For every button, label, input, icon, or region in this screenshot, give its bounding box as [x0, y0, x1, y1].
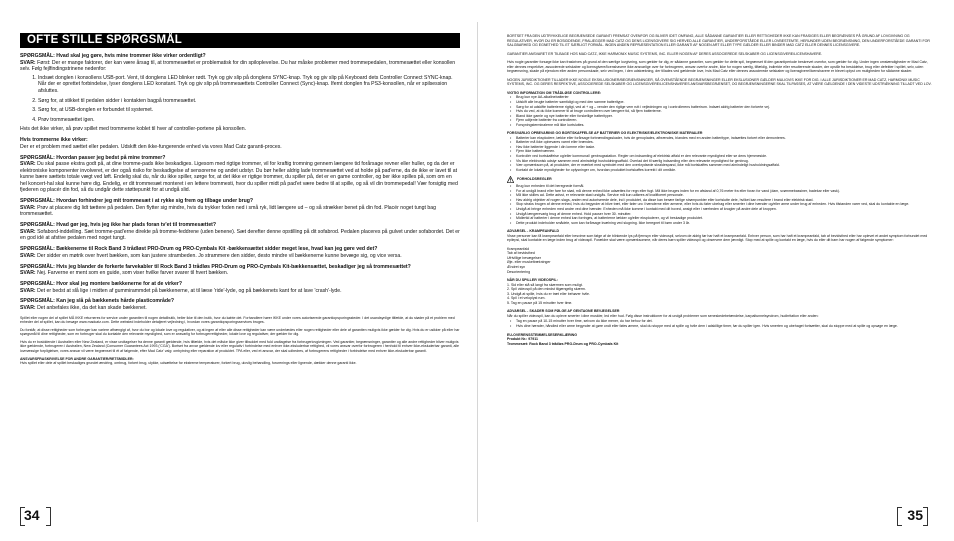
faq-item — [20, 298, 460, 311]
step-item: 2. Sørg for, at stikket til pedalen sidder i kontakten bagpå trommesættet. — [38, 98, 460, 105]
symptom-item: Ændret syn — [507, 264, 526, 269]
fineprint-heading: ANSVARSFRASKRIVELSE FOR ANDRE GARANTIER/RETSMIDLER: — [20, 356, 134, 361]
precautions-list — [507, 184, 933, 225]
list-item: • Undgå at bringe enheden med andre ved dine hænder. Enheden må ikke komme i kontakt med dit hoved, ansigt eller i nærheden af knogler på andre dele af kroppen. — [516, 207, 933, 212]
section-title: ADVARSEL - SKADER SOM FØLGE AF GENTAGNE BEVÆGELSER — [507, 309, 620, 314]
symptom-item: Ufrivillige bevægelser — [507, 255, 541, 260]
faq-answer-label: SVAR: — [20, 287, 36, 294]
list-item: • Hvis dine hænder, håndled eller arme begynder at gøre ondt eller føles ømme, skal du stoppe med at spille og hvile dem i adskillige timer, før du spiller igen. Hvis smerten og ubehaget fortsætter, skal du stoppe med at spille og opsøge en læge. — [516, 324, 933, 329]
list-item: • Brug kun nye AA-alkalinebatterier — [516, 95, 933, 100]
page-number-left: 34 — [24, 507, 40, 523]
faq-answer: Sofabord-inddelling. Sæt tromme-pad'erne direkte på tromme-feddrene (uden benene). Sæt derefter denne opstilling på dit sofabrod. Pedalen placeres på gulvet under sofabordet. Det er en god idé at afstive pedalen med noget tungt. — [20, 228, 460, 242]
list-item: • Undgå længerevarig brug af denne enhed. Hold pauser hver 30. minutter. — [516, 212, 933, 217]
warranty-column — [507, 34, 933, 346]
list-item: • Vær opmærksom på, at produkter, der er mærket med symbolet med den overkrydsede skraldespand, ikke må bortskaffes sammen med almindeligt husholdningsaffald. — [516, 163, 933, 168]
page-title: OFTE STILLE SPØRGSMÅL — [20, 33, 460, 48]
declaration-lines — [507, 337, 933, 346]
tip-item: 4. Spil i et veloplyst rum. — [507, 296, 546, 301]
faq-question: SPØRGSMÅL: Hvis jeg blander de forkerte farvekabler til Rock Band 3 trådløs PRO-Drum og PRO-Cymbals Kit-bækkensættet, beskadiger jeg så trommesættet? — [20, 263, 411, 270]
faq-answer: Først: Der er mange faktorer, der kan være årsag til, at trommesættet er problematisk for din spilopleveIse. Du har måske problemer med trommepedalen, trommesættet eller konsollen selv. Følg fejlfindingstrinene nedenfor: — [20, 59, 456, 73]
section-title: FORHOLDSREGLER — [517, 177, 552, 182]
faq-answer: Det er bedst at slå lige i midten af gummirammdet på bækkenerne, at til læse 'ride'-lyde, og på bækkenets kant for at lave 'crash'-lyde. — [37, 287, 342, 294]
declaration-line: Produkt Nr.: 97911 — [507, 337, 538, 342]
list-item: • Vis ikke elektronisk udstyr sammen med almindeligt husholdningsaffald. Overlad det til særlig indsamling eller den relevante myndighed for genbrug. — [516, 159, 933, 164]
faq-answer-label: SVAR: — [20, 304, 36, 311]
list-item: • Kontrollér ved bortskaffelse og/eller kommunal/ genbrugsstation. Regler om indsamling af elektrisk affald er den relevante myndighed eller se dens hjemmeside. — [516, 154, 933, 159]
disposal-list — [507, 136, 933, 172]
faq-answer-label: SVAR: — [20, 252, 36, 259]
list-item: • For at undgå brand eller fare for stød, må denne enhed ikke udsættes for regn eller fugt. Må ikke bruges inden for en afstand af 0,76 meter fra eller foran for vand (dam, svømmebassiner, badekar eller vask). — [516, 189, 933, 194]
playing-tips-list — [507, 283, 933, 306]
faq-item — [20, 222, 460, 242]
faq-answer-label: SVAR: — [20, 270, 36, 277]
faq-item — [20, 281, 460, 294]
page-number-bracket — [923, 507, 928, 526]
faq-item — [20, 246, 460, 259]
section-title: ADVARSEL - KRAMPEANFALD — [507, 229, 560, 234]
faq-question: SPØRGSMÅL: Hvad gør jeg, hvis jeg ikke har plads foran tv'et til trommesættet? — [20, 222, 217, 229]
faq-answer: Det anbefales ikke, da det kan skade bækkenet. — [37, 304, 147, 311]
list-item: • Bland ikke gamle og nye batterier eller forskellige batterityper. — [516, 114, 933, 119]
faq-question: SPØRGSMÅL: Kan jeg slå på bækkenets hårde plasticområde? — [20, 298, 174, 305]
faq-answer: Du skal passe ekstra godt på, at dine tromme-pads ikke beskadiges. Ligesom med rigtige trommer, vil for kraftig tromning gennem længere tid forårsage revner eller huller, og da der er elektroniske komponenter involveret, er der også risiko for beskadigelse af sensorerne og andet udstyr. Du bør heller aldrig lade trommesættet ved at holde på pad'erne, da de ikke er lavet til at kunne bære sættets totale vægt ved løft. Endelig skal du, når du ikke spiller, sørge for, at det ikke er rigtige trommer, du spiller på, det er en game controller, og ber ikke spilles på, som om en hel koncert-hal skal kunne høre dig. Endelig, er dit trommesæt monteret i en lettere trommesti, hvor du spiller midt på pad'et være bedre til at spille, og så vil din trommepedal! Vær forsigtig med fjederen og placér din fod, så du undgår dette støttepunkt for at undgå slid. — [20, 161, 458, 194]
faq-answer-label: SVAR: — [20, 59, 36, 66]
faq-item — [20, 264, 460, 277]
list-item: • Tag en pause på 10-15 minutter hver time, selvom du ikke mener, du har behov for det. — [516, 319, 933, 324]
disclaimer-paragraph: GARANTIER ANSVARET ER TILBAGE HOS MAD CATZ, IKKE HARMONIX MUSIC SYSTEMS, INC. ELLER NOGEN AF DERES ASSOCIEREDE SELSKABER OG LICENSGIVERE/LICENSHAVERE. — [507, 51, 823, 56]
faq-item — [20, 53, 460, 133]
tip-item: 5. Tag en pause på 15 minutter hver time. — [507, 300, 573, 305]
faq-answer: Der sidder en møtrik over hvert bækken, som kan justere strambeden. Jo strammere den sidder, desto mindre vil bækkenerne kunne bevæge sig, og vice versa. — [37, 252, 402, 259]
faq-answer-label: SVAR: — [20, 204, 36, 211]
troubleshooting-steps — [20, 75, 460, 124]
list-item: • Udskift alle brugte batterier samtidigt og med den samme batteritype. — [516, 100, 933, 105]
faq-subheading: Hvis trommerne ikke virker: — [20, 137, 88, 144]
precautions-heading-row — [507, 176, 933, 183]
seizure-warning-text: Visse personer kan få krampeanfald eller besvime som følge af de blinkende lys på fjernsyn eller videospil, selvom de aldrig før har haft et krampeanfald. Enhver person, som har haft et krampeanfald, tab af bevidsthed eller har oplevet et andet symptom forbundet med epilepsi, skal kontakte en læge inden brug af videospil. Forældre skal være opmærksomme, når deres børn spiller videospil og observere dem jævnligt. Stop med at spille og kontakt en læge, hvis du eller dit barn har nogen af følgende symptomer: — [507, 233, 928, 243]
list-item: • Forsyningsterminalerne må ikke kortsluttes. — [516, 123, 933, 128]
symptom-item: Tab af bevidsthed — [507, 251, 535, 256]
faq-answer-label: SVAR: — [20, 228, 36, 235]
tip-item: 2. Spil videospil på den mindst tilgængelig skærm. — [507, 287, 586, 292]
faq-answer: Der er et problem med sættet eller pedalen. Udskift den ikke-fungerende enhed via vores Mad Catz garanti-proces. — [20, 143, 282, 150]
list-item: • Sørg for at udskifte batterierne rigtigt, ved at + og – vender den rigtige vem rutt i vejledningen og i controllerens batterirum. Indsæt aldrig batterier den forkerte vej. — [516, 105, 933, 110]
section-title: EU-OVERENSSTEMMELSESERKLÆRING — [507, 332, 577, 337]
tip-item: 3. Undgå at spille, hvis du er træt eller behøver hvile. — [507, 291, 590, 296]
symptom-item: Krampeanfald — [507, 246, 530, 251]
section-title: FORSVARLIG OPBEVARING OG BORTSKAFFELSE AF BATTERIER OG ELEKTRISKE/ELEKTRONISKE MATERIALER — [507, 131, 703, 136]
faq-item — [20, 155, 460, 195]
symptom-item: Øje- eller muskeltrækninger — [507, 260, 551, 265]
section-title: VIGTIG INFORMATION OM TRÅDLØSE CONTROLLERE: — [507, 90, 602, 95]
list-item: • Batterier må ikke opbevares varmt eller brændes. — [516, 140, 933, 145]
faq-question: SPØRGSMÅL: Hvad skal jeg gøre, hvis mine trommer ikke virker ordentligt? — [20, 53, 206, 59]
list-item: • Må ikke skilles ad. Dette ødvst, er relevante stød undgås. Service må kun udføres af kvalificeret personale. — [516, 193, 933, 198]
page-number-right: 35 — [907, 507, 923, 523]
faq-question: SPØRGSMÅL: Hvordan forhindrer jeg mit trommesæt i at rykke sig frem og tilbage under brug? — [20, 198, 254, 205]
list-item: • Dette produkt indeholder smådele, som kan forårsage kvælning ved slugning. Ikke beregnet til børn under 3 år. — [516, 221, 933, 226]
warranty-fineprint: Hvis du er bosiddende i Australien eller New Zealand, er visse undtagelser fra denne garanti gældende, hvis tilfælde, hvis det måske ikke giver tilbuddet med fuld undtagelse fra forbrugerlovgivningen. Ved garantier, begrænsninger, garantier og alle andre rettigheder bliver muligvis ikke gældende, forbrugeren i Australien, New Zealand (Consumer Guarantees Act 1993 ('CGA'). Bortset fra anvar gældende lov eller regulativ i forbindelse med enhver ikke-eksluderbar rettighed, vil vores ansvar overfor forbrugeren i henhold til enhver ikke-eksluderbar garanti, alle lovmæssige forpligtelser, vores ansvar vil være begrænset til ét af følgende, efter Mad Catz' valg: ombytning eller reparation af produktet. TPA eller, ved et ansvar, der skal udbedres, af forbrugerens rettigheder i forbindelse med enhver ikke-eksluderbar garanti. — [20, 339, 460, 353]
step-item: 3. Sørg for, at USB-donglen er forbundet til systemet. — [38, 107, 460, 114]
list-item: • Hav ikke batterier liggende i din lomme eller taske. — [516, 145, 933, 150]
symptom-item: Desorientering — [507, 269, 531, 274]
list-item: • Hvis du ved, at du ikke kommer til at bruge controlleren over længere tid, så fjern batterierne. — [516, 109, 933, 114]
declaration-line: Trommesæt: Rock Band 3 trådløs PRO-Drum og PRO-Cymbals Kit — [507, 341, 619, 346]
faq-note: Hvis det ikke virker, så prøv spillet med trommerne koblet til hver af controller-portene på konsollen. — [20, 126, 246, 133]
disclaimer-paragraph: Hvis nogle garantier forsøge ikke kan fraskrives på grund af den særlige lovgivning, som gælder for dig, er sådanne garantier, som gælder for dette spil, begrænset til den garantiperiode beskrevet ovenfor, som gælder for dig. Under ingen omstændigheder er Mad Catz, eller dennes respektive, associerede selskaber og licensgivere/licenshavere ikke ansvarlige over for forbrugeren, ansvar overfor andre, ikke for nogen særlig, tilfældig, indirekte eller resulterende skader, der opstår fra besiddelse, brug eller defekter i spillet, selv, uden begrænsning, skade på ejendom eller anden personskade, selv ved ingen, i den udstrækning, der tillades ved gældende love, hvis Mad Catz eller dennes associerede selskaber og licensgivere/licenshavere er blevet oplyst om muligheden for sådanne skader. — [507, 60, 928, 74]
section-title: NÅR DU SPILLER VIDEOSPIL: — [507, 278, 558, 283]
symptom-list — [507, 247, 933, 274]
warranty-fineprint: Spillet eller nogen del af spillet MÅ IKKE returneres for service under garantien til nogen detailbutik, heller ikke til den butik, hvor du købte det. Forhandlere hører IKKE under vores autoriserede garantiopsporingssteder. I det usandsynlige tilfælde, at du støder på et problem med enheder del af spillet, kan du besøge www.madcatz.com. Dette websted indeholder detaljeret vejledning i, hvordan vores garantiopsporingsservices bruges. — [20, 315, 455, 325]
warning-triangle-icon — [507, 176, 514, 183]
faq-question: SPØRGSMÅL: Bækkenerne til Rock Band 3 trådløst PRO-Drum og PRO-Cymbals Kit -bækkensættet sidder meget lese, hvad kan jeg gøre ved det? — [20, 246, 378, 253]
list-item: • Hav aldrig objekter af nogen slags, anden end autoriserede dele, ind i produktet, da disse kan berøre farlige strømpunkter eller kortslutte dele, hvilket kan resultere i brand eller elektrisk stød. — [516, 198, 933, 203]
faq-item — [20, 137, 460, 150]
rsi-warning-text: Når du spiller videospil, kan du opleve smerter i dine muskler, led eller hud. Følg disse instruktioner for at undgå problemer som seneskedebetændelse, karpaltunnelsyndrom, hudirritation eller anden: — [507, 313, 819, 318]
list-item: • Batterier kan eksplodere, lække eller forårsage forbrændingsskader, hvis de genoplades, afbrændes, blandes med en anden batteritype, indsættes forkert eller demonteres. — [516, 136, 933, 141]
list-item: • Kontakt de lokale myndigheder for oplysninger om, hvordan produktet bortskaffes korrekt i dit område. — [516, 168, 933, 173]
tip-item: 1. Sid eller stå så langt fra skærmen som muligt. — [507, 282, 583, 287]
warranty-fineprint: Du forstår, at disse rettigheder som forbruger kan variere afhængigt af, hvor du bor og lokale love og regulativer, og at ingen af eller alle disse rettigheder kan være underlædes eller nogen rettigheder eller dele af garantien muligvis ikke gælder for dig. Hvis du er usikker på eller har spørgsmål til dine rettigheder, som en forbruger skal du kontakte den relevante myndighed, som er ansvarlig for forbrugerrettigheder, lokale love og regulativer, der gælder for dig. — [20, 327, 460, 337]
wireless-info-list — [507, 95, 933, 127]
faq-answer-label: SVAR: — [20, 161, 36, 168]
step-item: 4. Prøv trommesættet igen. — [38, 117, 460, 124]
disclaimer-paragraph: NOGEN JURISDIKTIONER TILLADER IKKE NOGLE EKSKLUSIONER/BEGRÆNSNINGER, SÅ OVENSTÅENDE BEGRÆNSNINGER ELLER EKSLUSIONER GÆLDER MULIGVIS IKKE FOR DIG. I ALLE JURISDIKTIONER ER MAD CATZ, HARMONIX MUSIC SYSTEMS, INC. OG DERES RESPEKTIVE, ASSOCIEREDE SELSKABER OG LICENSGIVERE/LICENSHAVERES ANSVARSBEGRÆNSET, OG BEGRÆNSNINGERNE SKAL TILPASSES, AT VÆRE GÆLDENDE I DEN VIDESTE UDSTRÆKNING TILLADT VED LOV. — [507, 77, 932, 87]
faq-question: SPØRGSMÅL: Hvor skal jeg montere bækkenerne for at de virker? — [20, 280, 182, 287]
faq-item — [20, 198, 460, 218]
faq-question: SPØRGSMÅL: Hvordan passer jeg bedst på mine trommer? — [20, 154, 166, 161]
list-item: • Fjern ikke batteriværnen. — [516, 149, 933, 154]
page-number-bracket — [46, 507, 51, 526]
step-item: 1. Indsæt donglen i konsollens USB-port. Vent, til donglens LED blinker rødt. Tryk og giv slip på donglens SYNC-knap. Tryk og giv slip på Keyboard dets Controller Connect SYNC-knap. Når der er oprettet forbindelse, lyser donglens LED konstant. Tryk og giv slip på trommesættets Controller Connect (Sync)-knap. Ifernt donglen fra PS3-konsollen, når er spilsession afsluttes. — [38, 75, 460, 95]
list-item: • Brug kun enheden til det beregnede formål. — [516, 184, 933, 189]
list-item: • Midlertid af batterier i denne enhed kan forringes, at batterierne lækker og/eller eksploderer, og vil beskadige produktet. — [516, 216, 933, 221]
faq-answer: Prøv at placere dig lidt tættere på pedalen. Den flytter sig mindre, hvis du trykker foden ned i små ryk, lidt længere ud – og så strækker benet på din fod. Placér noget tungt bag trommesættet. — [20, 204, 436, 218]
rsi-list — [507, 319, 933, 328]
faq-answer: Nej. Farverne er ment som en guide, som viser hvilke farver svarer til hvert bækken. — [37, 270, 229, 277]
faq-column — [20, 53, 460, 369]
disclaimer-paragraph: BORTSET FRA DEN UDTRYKKELIGE BEGRÆNSEDE GARANTI FREMSAT OVENFOR OG BLIVER IDET OMFANG, ALLE SÅDANNE GARANTIER ELLER RETTIGHEDER IKKE KAN FRASIGES ELLER BEGRÆNSES PÅ GRUND AF LOVGIVNING OG REGULATIVER, HVOR DU ER BOSIDDENDE, FRALÆGGER MAD CATZ OG DENS LICENSGIVERE SIG HERVED ALLE GARANTIER, UNDERFORSTÅEDE ELLER LOVBESTEMTE, HERUNDER UDEN BEGRÆNSNING, DEN UNDERFORSTÅEDE GARANTI FOR SALGBARHED OG EGNETHED TIL ET SÆRLIGT FORMÅL. INGEN ANDEN REPRÆSENTATION ELLER GARANTI AF NOGEN ART ELLER TYPE GÆLDER ELLER BINDER MAD CATZ ELLER DENNES LICENSGIVERE. — [507, 34, 930, 48]
list-item: • Stop straks brugen af denne enhed, hvis du begynder at blive træt, eller føler uro i hænderne eller armene, eller hvis du føler ubehag eller smerter i dine hænder og/eller arme under brug af enheden. Hvis tilstanden varer ved, skal du kontakte en læge. — [516, 202, 933, 207]
list-item: • Fjern udtjente batterier fra controlleren. — [516, 118, 933, 123]
warranty-fineprint: Hvis spillet eller dele af spillet beskadiges grundet ændring, ombrug, forkert brug, ulykke, udsættelse for ekstreme temperaturer, forkert brug, ulovlig behandling, forurenings eller lignende, dækker denne garanti ikke. — [20, 361, 357, 366]
